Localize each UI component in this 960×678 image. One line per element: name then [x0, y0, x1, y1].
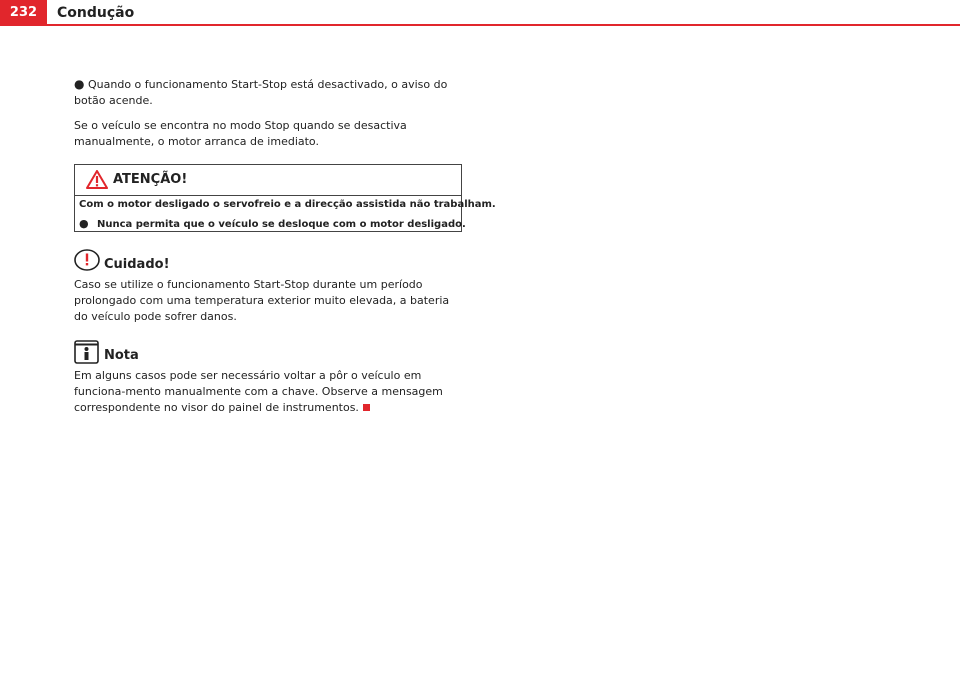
- page-number: 232: [0, 0, 47, 26]
- caution-title: Cuidado!: [104, 257, 170, 272]
- warning-bullet: [79, 217, 466, 230]
- note-text: Em alguns casos pode ser necessário voltar a pôr o veículo em funciona-mento manualmente com a chave. Observe a mensagem correspondente no visor do painel de instrumentos.: [74, 369, 443, 414]
- warning-bullet-text: Nunca permita que o veículo se desloque com o motor desligado.: [97, 219, 466, 230]
- warning-box: [74, 164, 496, 232]
- bullet-paragraph: [74, 76, 464, 109]
- note-title: Nota: [104, 348, 139, 363]
- info-note-icon: [74, 340, 100, 369]
- caution-text: Caso se utilize o funcionamento Start-Stop durante um período prolongado com uma temperatura exterior muito elevada, a bateria do veículo pode sofrer danos.: [74, 278, 450, 323]
- header-rule: [47, 24, 960, 26]
- bullet-text: Quando o funcionamento Start-Stop está desactivado, o aviso do botão acende.: [74, 78, 448, 107]
- page-header: [0, 0, 960, 28]
- end-of-section-icon: [363, 404, 370, 411]
- warning-header: [75, 165, 461, 196]
- intro-text: [74, 76, 464, 150]
- bullet-icon: ●: [79, 217, 89, 230]
- caution-circle-icon: [74, 249, 100, 276]
- note-header: [74, 340, 464, 368]
- warning-title: ATENÇÃO!: [113, 172, 188, 187]
- chapter-title: Condução: [57, 5, 135, 21]
- bullet-icon: ●: [74, 77, 85, 91]
- warning-text: Com o motor desligado o servofreio e a direcção assistida não trabalham.: [79, 199, 496, 210]
- caution-header: [74, 249, 464, 277]
- paragraph: Se o veículo se encontra no modo Stop quando se desactiva manualmente, o motor arranca de imediato.: [74, 119, 407, 148]
- note-paragraph: [74, 368, 464, 416]
- warning-triangle-icon: [86, 170, 108, 193]
- note-section: [74, 340, 464, 416]
- caution-section: [74, 249, 464, 325]
